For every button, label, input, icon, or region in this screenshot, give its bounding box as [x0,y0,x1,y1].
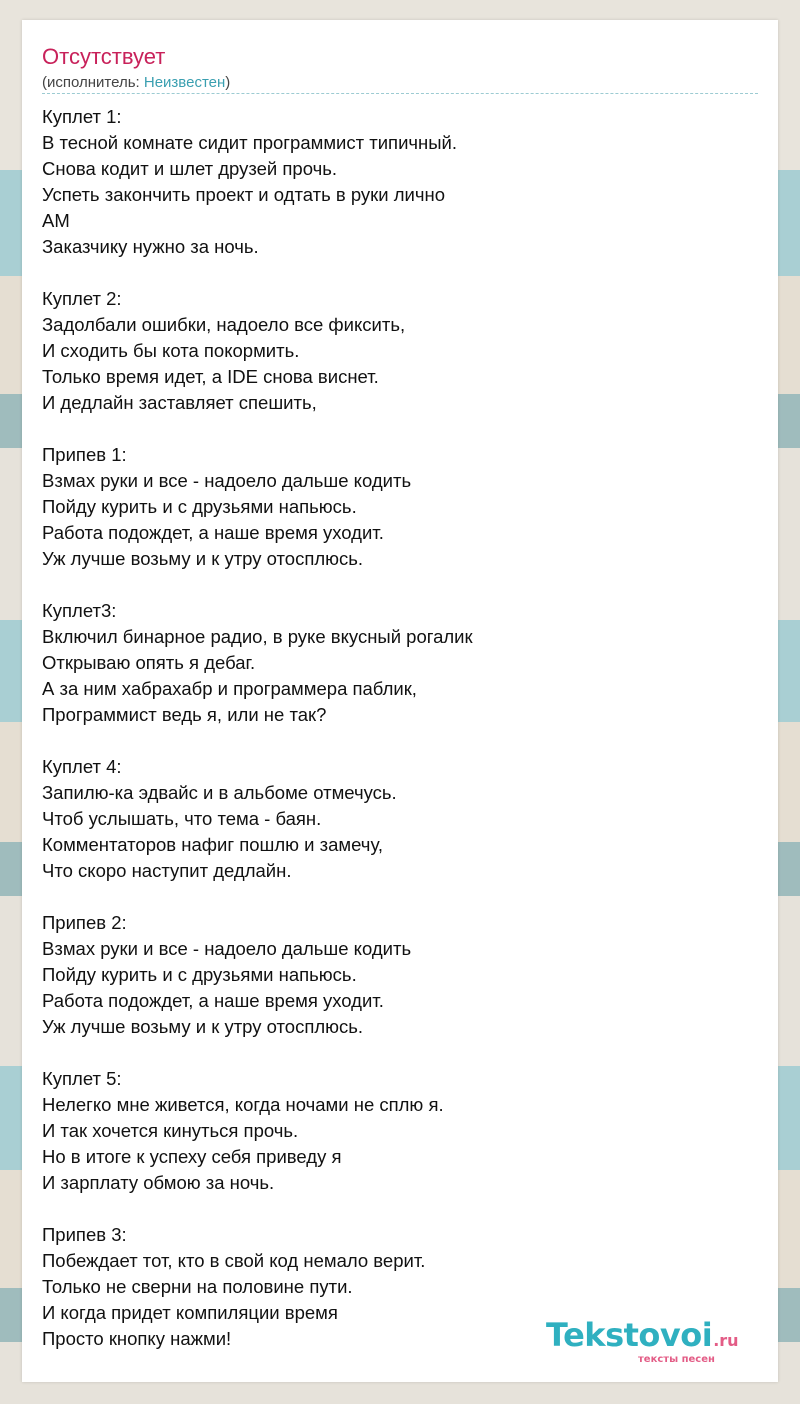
lyric-line: И когда придет компиляции время [42,1302,338,1323]
lyric-line: Только не сверни на половине пути. [42,1276,353,1297]
lyric-line: Взмах руки и все - надоело дальше кодить [42,938,412,959]
artist-prefix: (исполнитель: [42,74,144,91]
lyric-line: Задолбали ошибки, надоело все фиксить, [42,314,406,335]
lyric-line: Уж лучше возьму и к утру отосплюсь. [42,1016,364,1037]
lyrics-card [22,20,778,1382]
lyric-line: Снова кодит и шлет друзей прочь. [42,158,338,179]
lyric-line: Припев 1: [42,444,127,465]
lyric-line: Куплет 2: [42,288,122,309]
lyric-line: Пойду курить и с друзьями напьюсь. [42,496,357,517]
lyric-line: Припев 2: [42,912,127,933]
lyric-line: Чтоб услышать, что тема - баян. [42,808,322,829]
lyric-line: И зарплату обмою за ночь. [42,1172,275,1193]
lyric-line: Взмах руки и все - надоело дальше кодить [42,470,412,491]
lyric-line: Успеть закончить проект и одтать в руки лично [42,184,445,205]
lyric-line: В тесной комнате сидит программист типичный. [42,132,458,153]
artist-suffix: ) [225,74,231,91]
blank-line [42,416,473,442]
lyric-line: Только время идет, а IDE снова виснет. [42,366,379,387]
lyric-line: Нелегко мне живется, когда ночами не сплю я. [42,1094,444,1115]
lyric-line: Просто кнопку нажми! [42,1328,232,1349]
lyric-line: Куплет 4: [42,756,122,777]
blank-line [42,1040,473,1066]
lyric-line: И так хочется кинуться прочь. [42,1120,299,1141]
lyric-line: И сходить бы кота покормить. [42,340,300,361]
song-title: Отсутствует [42,44,166,69]
lyric-line: Припев 3: [42,1224,127,1245]
artist-line [42,74,230,91]
lyric-line: Включил бинарное радио, в руке вкусный рогалик [42,626,473,647]
logo-tagline: тексты песен [638,1354,715,1365]
logo-tld: .ru [713,1331,739,1350]
lyric-line: Заказчику нужно за ночь. [42,236,259,257]
lyric-line: Что скоро наступит дедлайн. [42,860,292,881]
lyric-line: Побеждает тот, кто в свой код немало верит. [42,1250,426,1271]
title-divider [42,93,758,94]
lyric-line: Работа подождет, а наше время уходит. [42,990,384,1011]
lyric-line: Запилю-ка эдвайс и в альбоме отмечусь. [42,782,397,803]
lyric-line: Комментаторов нафиг пошлю и замечу, [42,834,383,855]
lyric-line: Программист ведь я, или не так? [42,704,327,725]
blank-line [42,572,473,598]
site-logo[interactable] [546,1316,739,1365]
lyric-line: Но в итоге к успеху себя приведу я [42,1146,342,1167]
lyric-line: Пойду курить и с друзьями напьюсь. [42,964,357,985]
blank-line [42,260,473,286]
lyric-line: Открываю опять я дебаг. [42,652,256,673]
lyric-line: Куплет3: [42,600,117,621]
lyric-line: Куплет 1: [42,106,122,127]
lyric-line: А за ним хабрахабр и программера паблик, [42,678,417,699]
logo-name: Tekstovoi [546,1316,713,1354]
lyric-line: Уж лучше возьму и к утру отосплюсь. [42,548,364,569]
lyric-line: АМ [42,210,70,231]
lyric-line: И дедлайн заставляет спешить, [42,392,317,413]
lyric-line: Работа подождет, а наше время уходит. [42,522,384,543]
artist-link[interactable]: Неизвестен [143,74,226,91]
lyrics-text [42,104,473,1352]
blank-line [42,728,473,754]
blank-line [42,1196,473,1222]
lyric-line: Куплет 5: [42,1068,122,1089]
blank-line [42,884,473,910]
